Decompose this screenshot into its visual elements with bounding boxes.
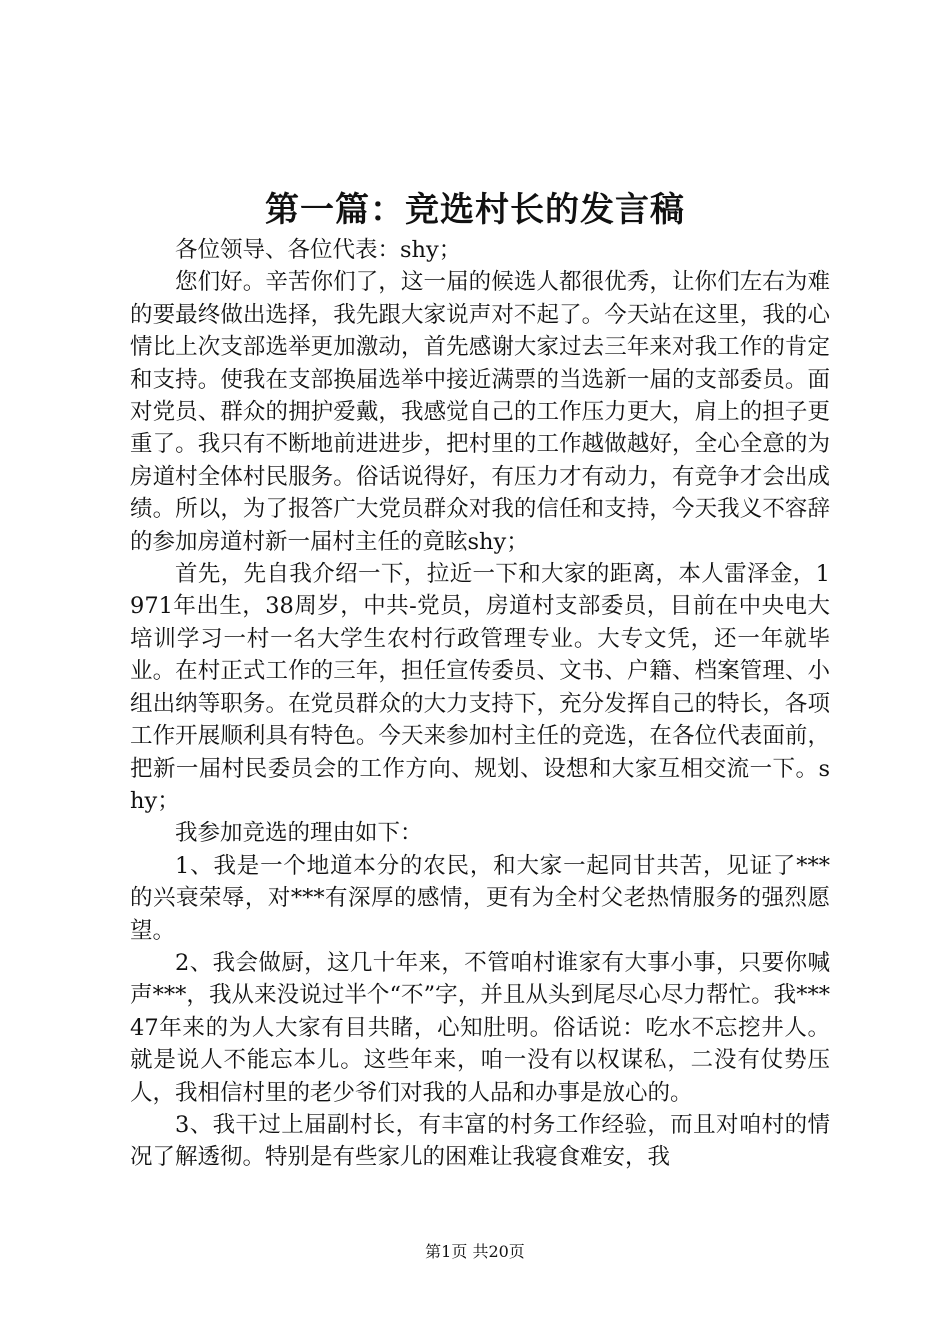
paragraph-reason-2: 2、我会做厨，这几十年来，不管咱村谁家有大事小事，只要你喊声***，我从来没说过半个“不”字，并且从头到尾尽心尽力帮忙。我***47年来的为人大家有目共睹，心知肚明。俗话说：吃水不忘挖井人。就是说人不能忘本儿。这些年来，咱一没有以权谋私，二没有仗势压人，我相信村里的老少爷们对我的人品和办事是放心的。 bbox=[130, 949, 830, 1106]
paragraph-reason-1: 1、我是一个地道本分的农民，和大家一起同甘共苦，见证了***的兴衰荣辱，对***有深厚的感情，更有为全村父老热情服务的强烈愿望。 bbox=[130, 852, 830, 944]
page-footer: 第1页 共20页 bbox=[425, 1242, 525, 1261]
paragraph-reason-3: 3、我干过上届副村长，有丰富的村务工作经验，而且对咱村的情况了解透彻。特别是有些家儿的困难让我寝食难安，我 bbox=[130, 1111, 830, 1171]
paragraph-greeting: 您们好。辛苦你们了，这一届的候选人都很优秀，让你们左右为难的要最终做出选择，我先跟大家说声对不起了。今天站在这里，我的心情比上次支部选举更加激动，首先感谢大家过去三年来对我工作的肯定和支持。使我在支部换届选举中接近满票的当选新一届的支部委员。面对党员、群众的拥护爱戴，我感觉自己的工作压力更大，肩上的担子更重了。我只有不断地前进进步，把村里的工作越做越好，全心全意的为房道村全体村民服务。俗话说得好，有压力才有动力，有竞争才会出成绩。所以，为了报答广大党员群众对我的信任和支持，今天我义不容辞的参加房道村新一届村主任的竟眩shy； bbox=[130, 269, 830, 555]
paragraph-reasons-heading: 我参加竞选的理由如下： bbox=[175, 820, 423, 847]
paragraph-salutation: 各位领导、各位代表：shy； bbox=[175, 237, 462, 263]
paragraph-introduction: 首先，先自我介绍一下，拉近一下和大家的距离，本人雷泽金，1971年出生，38周岁，中共-党员，房道村支部委员，目前在中央电大培训学习一村一名大学生农村行政管理专业。大专文凭，还一年就毕业。在村正式工作的三年，担任宣传委员、文书、户籍、档案管理、小组出纳等职务。在党员群众的大力支持下，充分发挥自己的特长，各项工作开展顺利具有特色。今天来参加村主任的竞选，在各位代表面前，把新一届村民委员会的工作方向、规划、设想和大家互相交流一下。shy； bbox=[130, 561, 830, 814]
document-body bbox=[130, 234, 830, 1174]
document-title: 第一篇：竞选村长的发言稿 bbox=[265, 190, 685, 230]
